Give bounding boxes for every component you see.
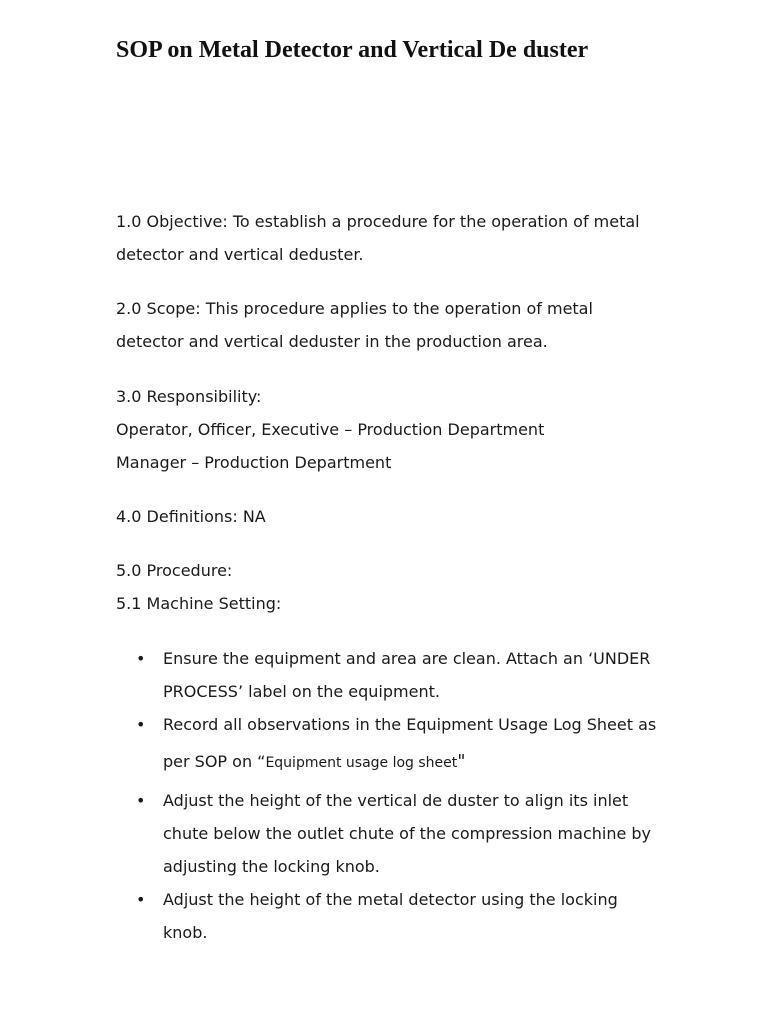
list-item-line-1: Adjust the height of the metal detector using the locking [163,890,618,909]
list-item [116,642,676,708]
reference-prefix: per SOP on “ [163,752,266,771]
scope-line-2: detector and vertical deduster in the production area. [116,332,548,351]
bullet-icon: • [136,890,146,909]
list-item-line-1: Ensure the equipment and area are clean. Attach an ‘UNDER [163,649,651,668]
responsibility-section [116,380,656,479]
bullet-icon: • [136,715,146,734]
objective-line-2: detector and vertical deduster. [116,245,364,264]
list-item [116,883,676,949]
procedure-heading: 5.0 Procedure: [116,561,233,580]
list-item-line-1: Record all observations in the Equipment Usage Log Sheet as [163,715,657,734]
document-title: SOP on Metal Detector and Vertical De duster [116,37,589,63]
machine-setting-list [116,642,676,949]
list-item-line-2: knob. [163,923,208,942]
responsibility-heading: 3.0 Responsibility: [116,387,262,406]
bullet-icon: • [136,649,146,668]
list-item [116,708,676,784]
list-item-line-1: Adjust the height of the vertical de duster to align its inlet [163,791,629,810]
list-item-line-2: chute below the outlet chute of the compression machine by [163,824,652,843]
list-item [116,784,676,883]
list-item-line-2 [163,741,676,784]
sop-reference: Equipment usage log sheet [265,755,458,771]
scope-line-1: 2.0 Scope: This procedure applies to the operation of metal [116,299,593,318]
responsibility-line-1: Operator, Officer, Executive – Production Department [116,420,545,439]
definitions-section: 4.0 Definitions: NA [116,507,266,526]
machine-setting-subheading: 5.1 Machine Setting: [116,594,282,613]
responsibility-line-2: Manager – Production Department [116,453,392,472]
objective-section [116,205,656,271]
objective-line-1: 1.0 Objective: To establish a procedure for the operation of metal [116,212,640,231]
scope-section [116,292,656,358]
list-item-line-2: PROCESS’ label on the equipment. [163,682,440,701]
reference-suffix: " [457,751,466,772]
bullet-icon: • [136,791,146,810]
procedure-section [116,554,656,620]
list-item-line-3: adjusting the locking knob. [163,857,380,876]
